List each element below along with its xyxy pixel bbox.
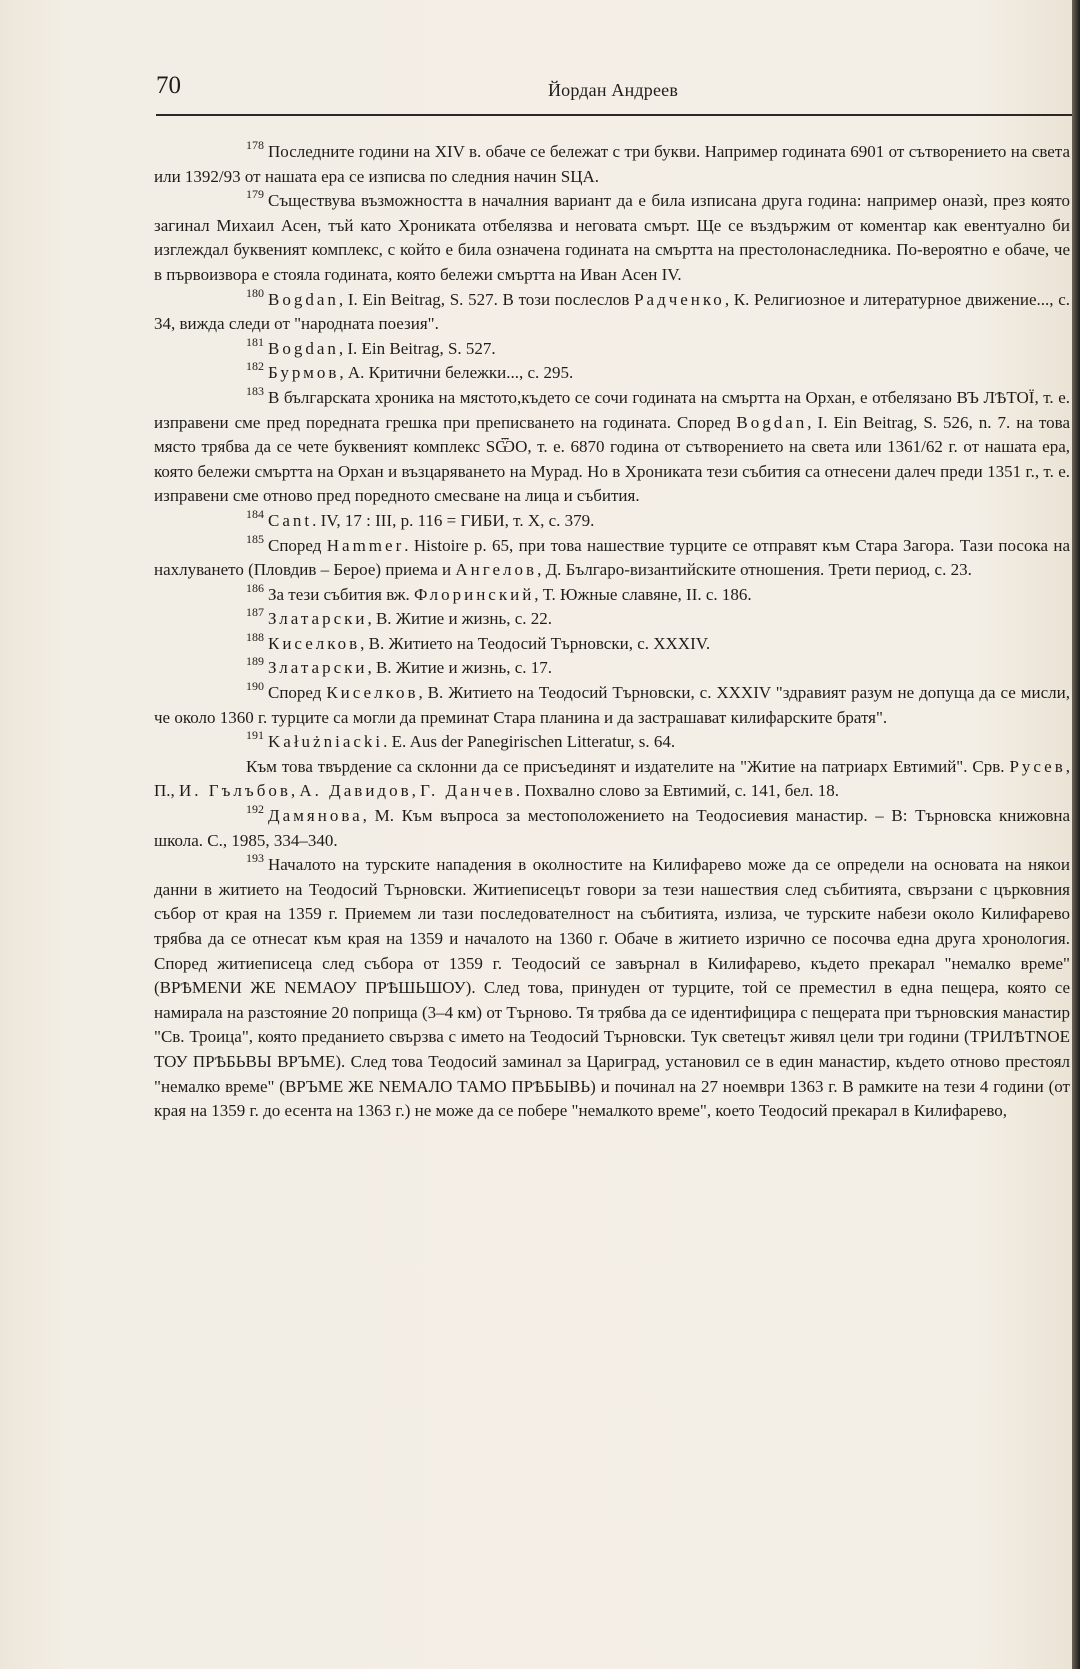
footnote	[154, 506, 1070, 534]
footnote	[154, 189, 1070, 287]
author-name: Bogdan	[268, 289, 339, 309]
footnote	[154, 140, 1070, 189]
author-name: Радченко	[634, 289, 725, 309]
footnote-text: , К. Религиозное и литературное движение..., с. 34, вижда следи от "народната поезия".	[154, 289, 1070, 334]
footnote-number: 182	[246, 359, 264, 374]
footnote	[154, 607, 1070, 632]
author-name: Киселков	[268, 633, 361, 653]
footnote-text: , I. Ein Beitrag, S. 527. В този послеслов	[338, 289, 635, 309]
footnote-text: Последните години на XIV в. обаче се бележат с три букви. Например годината 6901 от сътворението на света или 1392/93 от нашата ера се изписва по следния начин SЦА.	[154, 142, 1070, 186]
author-name: Bogdan	[736, 412, 808, 432]
footnote-text: , П.,	[154, 756, 1070, 801]
footnote-number: 179	[246, 187, 264, 202]
footnote-number: 192	[246, 802, 264, 817]
footnote-number: 191	[246, 728, 264, 743]
author-name: И. Гълъбов	[179, 781, 291, 801]
author-name: Киселков	[326, 683, 419, 703]
header-rule	[156, 114, 1074, 116]
footnote-text: Началото на турските нападения в околностите на Килифарево може да се определи на основата на някои данни в житието на Теодосий Търновски. Житиеписецът говори за тези нашествия след събитията, свързани с църковния събор от края на 1359 г. Приемем ли тази последователност на събитията, излиза, че турските набези около Килифарево трябва да се отнесат към края на 1359 и началото на 1360 г. Обаче в житието изрично се посочва една друга хронология. Според житиеписеца след събора от 1359 г. Теодосий се завърнал в Килифарево, където прекарал "немалко време" (ВРѢМЕNИ ЖЕ NЕМАОУ ПРѢШЬШОУ). След това, принуден от турците, той се преместил в една пещера, която се намирала на разстояние 20 поприща (3–4 км) от Търново. Тя трябва да се идентифицира с пещерата при търновския манастир "Св. Троица", която преданието свързва с името на Теодосий Търновски. Тук светецът живял цели три години (ТРИЛѢТNОЕ ТОУ ПРѢБЬВЫ ВРЪМЕ). След това Теодосий заминал за Цариград, установил се в един манастир, където отново престоял "немалко време" (ВРЪМЕ ЖЕ NЕМАЛО ТАМО ПРѢБЫВЬ) и починал на 27 ноември 1363 г. В рамките на тези 4 години (от края на 1359 г. до есента на 1363 г.) не може да се побере "немалкото време", което Теодосий прекарал в Килифарево,	[154, 855, 1070, 1121]
author-name: Bogdan	[268, 338, 339, 358]
footnote-text: Според	[268, 535, 327, 555]
author-name: Флоринский	[414, 584, 535, 604]
footnote-number: 188	[246, 629, 264, 644]
footnote-text: , В. Житието на Теодосий Търновски, с. XXXIV.	[360, 633, 711, 653]
footnote-number: 187	[246, 605, 264, 620]
footnote	[154, 804, 1070, 853]
footnote-text: , А. Критични бележки..., с. 295.	[339, 363, 574, 383]
footnote-text: , I. Ein Beitrag, S. 526, n. 7. на това място трябва да се чете буквеният комплекс SѾО, т. е. 6870 година от сътворението на света или 1361/62 г. от нашата ера, която бележи смъртта на Орхан и възцаряването на Мурад. Но в Хрониката тези събития са отнесени далеч преди 1351 г., т. е. изправени сме отново пред поредното смесване на лица и събития.	[154, 412, 1070, 506]
footnote-text: . IV, 17 : III, p. 116 = ГИБИ, т. X, с. 379.	[312, 510, 595, 530]
author-name: Cant	[268, 510, 313, 530]
footnote-text: Съществува възможността в началния вариант да е била изписана друга година: например оназѝ, през която загинал Михаил Асен, тъй като Хрониката отбелязва и неговата смърт. Ще се въздържим от коментар как евентуално би изглеждал буквеният комплекс, с който е била означена годината на смъртта на престолонаследника. По-вероятно е обаче, че в първоизвора е стояла годината, която бележи смъртта на Иван Асен IV.	[154, 191, 1070, 284]
author-name: Златарски	[268, 658, 368, 678]
footnote-number: 190	[246, 679, 264, 694]
footnote	[154, 285, 1070, 337]
footnote-number: 185	[246, 531, 264, 546]
page-binding-edge	[1072, 0, 1080, 1669]
footnote-text: . Histoire p. 65, при това нашествие турците се отправят към Стара Загора. Тази посока на нахлуването (Пловдив – Берое) приема и	[154, 535, 1070, 580]
footnote-text: , В. Житието на Теодосий Търновски, с. XXXIV "здравият разум не допуща да се мисли, че около 1360 г. турците са могли да преминат Стара планина и да застрашават килифарските братя".	[154, 683, 1070, 727]
author-name: Г. Данчев	[420, 781, 516, 801]
footnote-text: Според	[268, 683, 327, 703]
footnote	[154, 755, 1070, 804]
footnotes	[154, 140, 1070, 1124]
author-name: Kałużniacki	[268, 732, 384, 752]
running-head: Йордан Андреев	[547, 80, 679, 100]
footnote	[154, 730, 1070, 755]
footnote-text: , В. Житие и жизнь, с. 22.	[367, 609, 553, 629]
footnote-text: ,	[290, 781, 300, 801]
footnote-number: 186	[246, 580, 264, 595]
footnote-text: . E. Aus der Panegirischen Litteratur, s. 64.	[383, 732, 676, 752]
footnote	[154, 361, 1070, 386]
footnote-text: . Похвално слово за Евтимий, с. 141, бел. 18.	[515, 781, 840, 801]
footnote-text: ,	[411, 781, 421, 801]
page-number: 70	[156, 72, 181, 99]
footnote-number: 180	[246, 285, 264, 300]
footnote	[154, 531, 1070, 583]
author-name: Ангелов	[455, 560, 538, 580]
footnote	[154, 334, 1070, 362]
footnote-number: 183	[246, 383, 264, 398]
footnote-text: В българската хроника на мястото,където се сочи годината на смъртта на Орхан, е отбелязано ВЪ ЛѢТОΪ, т. е. изправени сме пред поредната грешка при преписването на годината. Според	[154, 387, 1070, 432]
footnote-number: 184	[246, 506, 264, 521]
footnote	[154, 681, 1070, 730]
footnote-number: 178	[246, 138, 264, 152]
author-name: Златарски	[268, 609, 368, 629]
footnote-text: , Т. Южные славяне, II. с. 186.	[534, 584, 752, 604]
author-name: Дамянова	[268, 806, 363, 826]
page-header	[156, 70, 1070, 120]
footnote-text: , В. Житие и жизнь, с. 17.	[367, 658, 553, 678]
footnote	[154, 383, 1070, 509]
author-name: Hammer	[326, 535, 405, 555]
footnote-number: 189	[246, 654, 264, 669]
footnote-number: 193	[246, 851, 264, 866]
footnote	[154, 656, 1070, 681]
footnote-text: , Д. Българо-византийските отношения. Трети период, с. 23.	[537, 560, 972, 580]
author-name: Бурмов	[268, 363, 340, 383]
footnote-text: За тези събития вж.	[268, 584, 415, 604]
footnote-text: Към това твърдение са склонни да се присъединят и издателите на "Житие на патриарх Евтимий". Срв.	[246, 756, 1010, 776]
footnote	[154, 629, 1070, 657]
footnote-text: , М. Към въпроса за местоположението на Теодосиевия манастир. – В: Търновска книжовна школа. С., 1985, 334–340.	[154, 806, 1070, 850]
footnote-number: 181	[246, 334, 264, 349]
author-name: Русев	[1009, 756, 1066, 776]
footnote	[154, 580, 1070, 608]
author-name: А. Давидов	[299, 781, 412, 801]
footnote	[154, 853, 1070, 1124]
footnote-text: , I. Ein Beitrag, S. 527.	[338, 338, 496, 358]
